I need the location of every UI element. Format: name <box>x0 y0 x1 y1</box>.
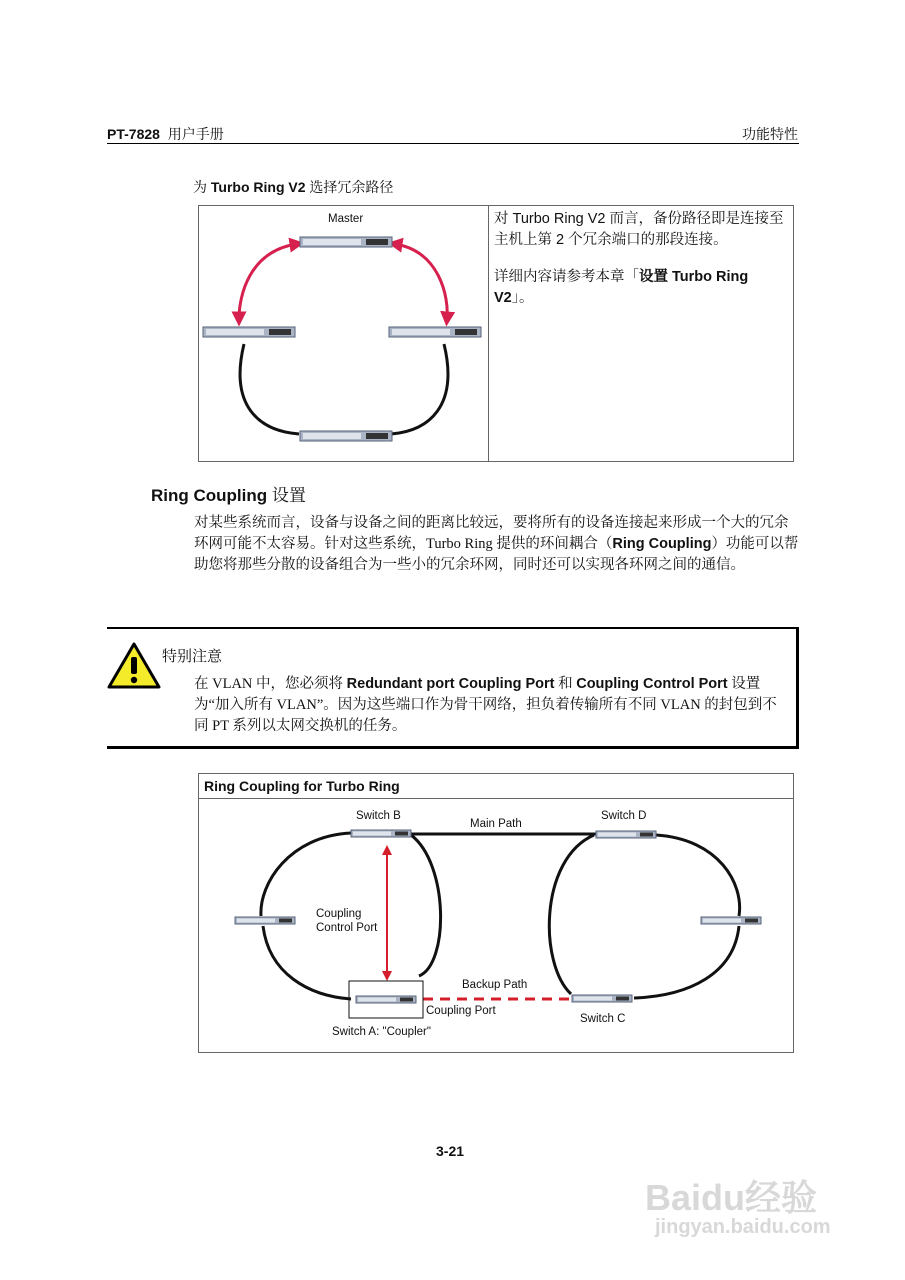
switch-c-label: Switch C <box>580 1013 626 1025</box>
switch-left <box>235 917 295 924</box>
page-number: 3-21 <box>436 1143 465 1159</box>
switch-c <box>572 995 632 1002</box>
turbo-ring-diagram <box>199 206 488 461</box>
header-section: 功能特性 <box>742 126 798 142</box>
switch-b-label: Switch B <box>356 810 401 822</box>
switch-right <box>701 917 761 924</box>
figure1-table <box>198 205 794 462</box>
switch-d <box>596 831 656 838</box>
master-label: Master <box>328 213 364 225</box>
warning-icon <box>107 641 161 689</box>
coupling-port-label: Coupling Port <box>426 1005 496 1017</box>
switch-a <box>356 996 416 1003</box>
coupling-control-label-1: Coupling <box>316 908 362 920</box>
figure2 <box>198 773 794 1053</box>
manual-title: 用户手册 <box>167 126 224 142</box>
figure2-title: Ring Coupling for Turbo Ring <box>204 778 400 794</box>
coupling-control-label-2: Control Port <box>316 922 378 934</box>
figure1-caption: 为 Turbo Ring V2 选择冗余路径 <box>193 179 394 195</box>
header-rule <box>107 143 799 144</box>
switch-bottom <box>300 431 392 441</box>
main-path-label: Main Path <box>470 818 522 830</box>
ring-coupling-diagram <box>199 774 793 1052</box>
watermark-url: jingyan.baidu.com <box>655 1216 831 1238</box>
model: PT-7828 <box>107 126 160 142</box>
switch-a-label: Switch A: "Coupler" <box>332 1026 431 1038</box>
backup-path-label: Backup Path <box>462 979 528 991</box>
figure1-text1: 对 Turbo Ring V2 而言，备份路径即是连接至主机上第 2 个冗余端口的那段连接。 <box>494 211 784 248</box>
section-paragraph: 对某些系统而言，设备与设备之间的距离比较远，要将所有的设备连接起来形成一个大的冗余环网可能不太容易。针对这些系统，Turbo Ring 提供的环间耦合（Ring Coupling）功能可以帮助您将那些分散的设备组合为一些小的冗余环网，同时还可以实现各环网之间的通信。 <box>194 515 799 573</box>
section-title: Ring Coupling 设置 <box>151 486 306 505</box>
header-left <box>107 124 224 144</box>
note-title: 特别注意 <box>162 648 223 665</box>
divider <box>488 206 489 461</box>
switch-left <box>203 327 295 337</box>
note-box <box>107 627 799 749</box>
switch-b <box>351 830 411 837</box>
watermark-brand: Baidu经验 <box>645 1177 818 1218</box>
switch-d-label: Switch D <box>601 810 647 822</box>
figure1-text2: 详细内容请参考本章「设置 Turbo Ring V2」。 <box>494 269 749 306</box>
switch-master <box>300 237 392 247</box>
switch-right <box>389 327 481 337</box>
note-text: 在 VLAN 中，您必须将 Redundant port Coupling Port 和 Coupling Control Port 设置为“加入所有 VLAN”。因为这些端口作为骨干网络，担负着传输所有不同 VLAN 的封包到不同 PT 系列以太网交换机的任务。 <box>194 676 777 734</box>
